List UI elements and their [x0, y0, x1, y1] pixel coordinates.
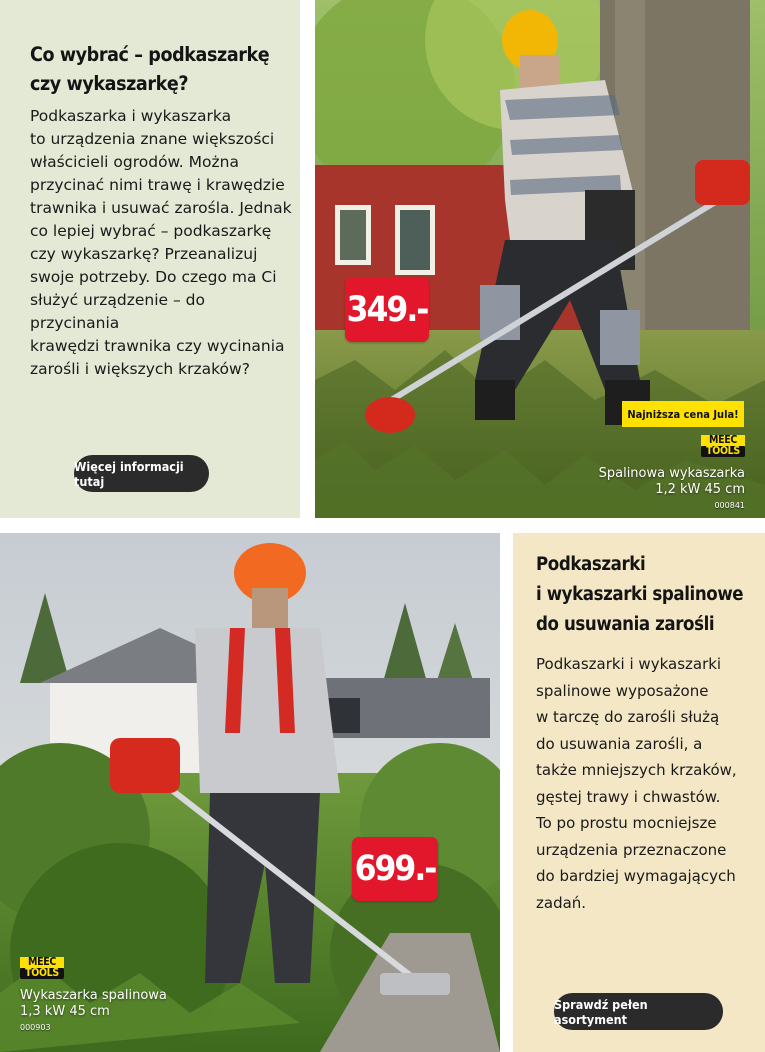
product2-price-tag: 699.-: [352, 837, 438, 901]
product2-caption: [20, 988, 220, 1020]
lowest-price-badge: Najniższa cena Jula!: [622, 401, 744, 427]
product1-spec: 1,2 kW 45 cm: [655, 482, 745, 497]
product1-name: Spalinowa wykaszarka: [598, 466, 745, 481]
info-panel: [513, 533, 765, 1052]
product1-code: 000841: [714, 501, 745, 510]
info-text: Podkaszarki i wykaszarki spalinowe wyposażone w tarczę do zarośli służą do usuwania zarośli, a także mniejszych krzaków, gęstej trawy i chwastów. To po prostu mocniejsze urządzenia przeznaczone do bardziej wymagających zadań.: [536, 655, 737, 912]
product1-caption: [545, 466, 745, 498]
product2-photo: [0, 533, 500, 1052]
more-info-button[interactable]: Więcej informacji tutaj: [74, 455, 209, 492]
full-range-button[interactable]: Sprawdź pełen asortyment: [554, 993, 723, 1030]
intro-title: Co wybrać – podkaszarkę czy wykaszarkę?: [30, 43, 270, 95]
product2-name: Wykaszarka spalinowa: [20, 988, 167, 1003]
intro-panel: [0, 0, 300, 518]
product2-code: 000903: [20, 1023, 51, 1032]
info-title: Podkaszarki i wykaszarki spalinowe do usuwania zarośli: [536, 554, 744, 635]
product1-price-tag: 349.-: [345, 277, 429, 342]
product1-scene: [315, 0, 765, 518]
meec-tools-logo-2: MEEC TOOLS: [20, 957, 64, 981]
intro-text: Podkaszarka i wykaszarka to urządzenia znane większości właścicieli ogrodów. Można przycinać nimi trawę i krawędzie trawnika i usuwać zarośla. Jednak co lepiej wybrać – podkaszarkę czy wykaszarkę? Przeanalizuj swoje potrzeby. Do czego ma Ci służyć urządzenie – do przycinania krawędzi trawnika czy wycinania zarośli i większych krzaków?: [30, 107, 292, 378]
product2-spec: 1,3 kW 45 cm: [20, 1004, 110, 1019]
meec-tools-logo-1: MEEC TOOLS: [701, 435, 745, 459]
product2-scene: [0, 533, 500, 1052]
product1-photo: [315, 0, 765, 518]
